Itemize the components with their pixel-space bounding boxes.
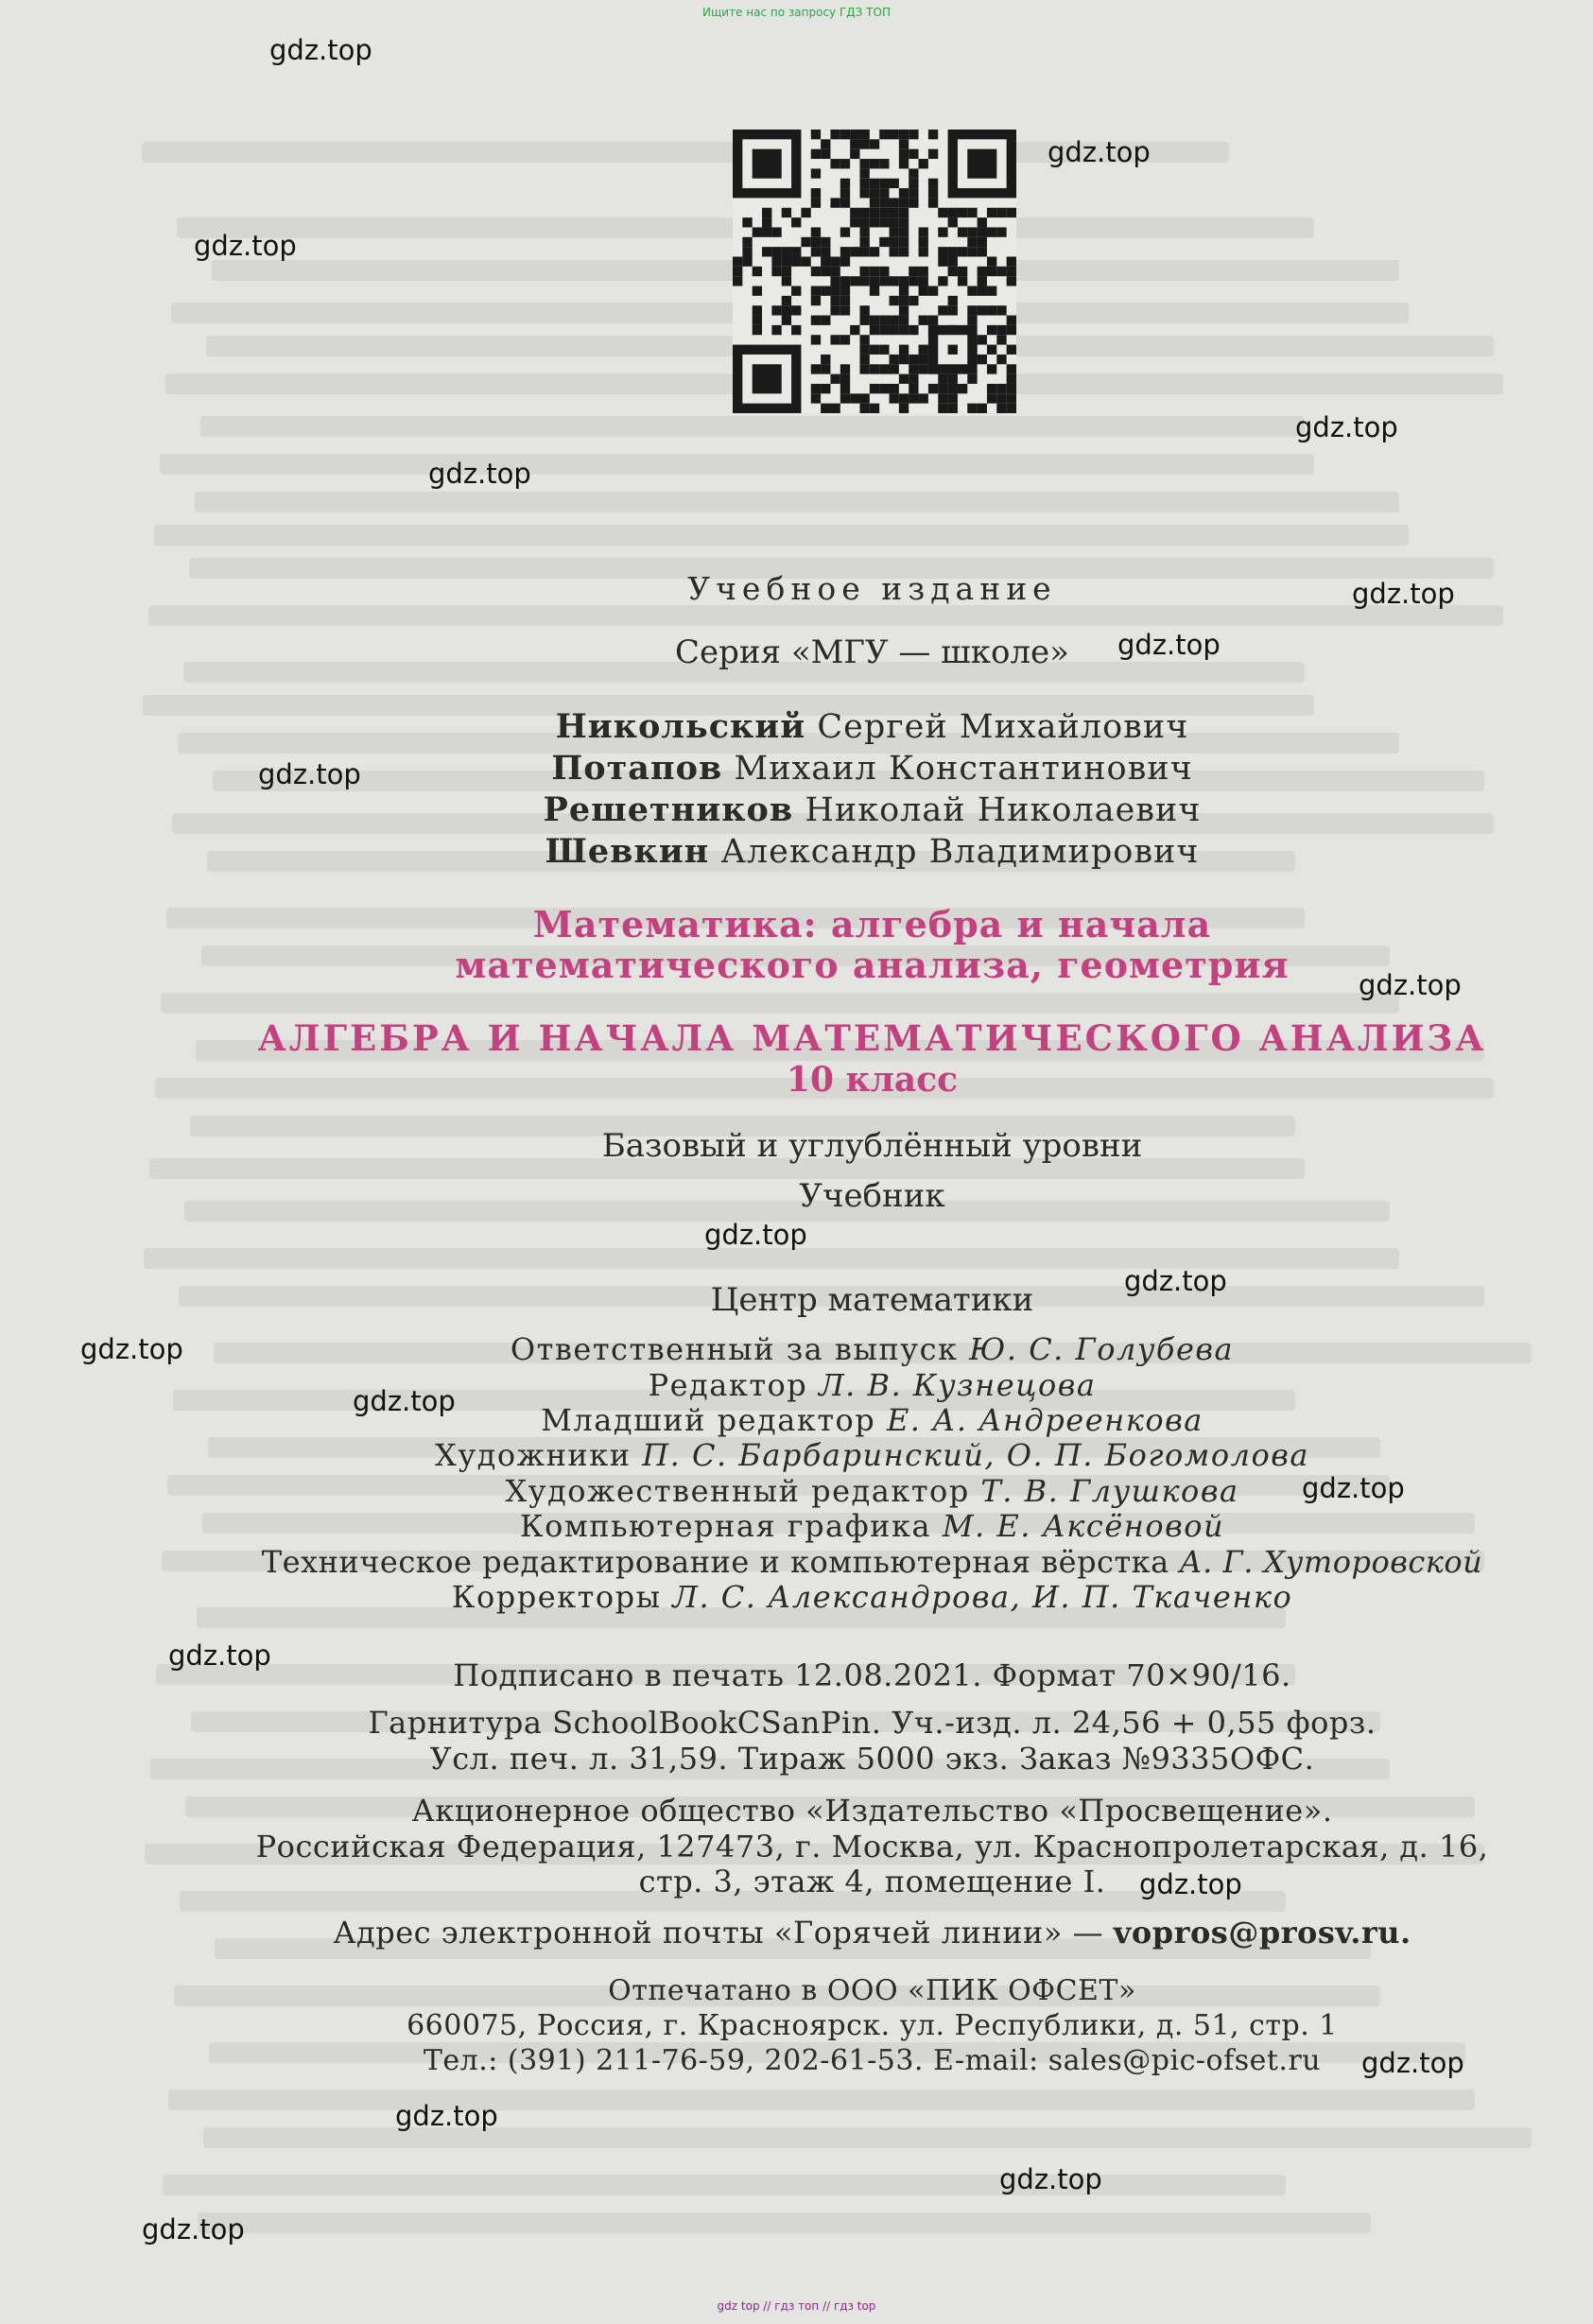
- credit-role: Техническое редактирование и компьютерная вёрстка: [261, 1544, 1169, 1580]
- author-surname: Никольский: [555, 707, 806, 746]
- watermark: gdz.top: [269, 34, 372, 66]
- printer-address: 660075, Россия, г. Красноярск. ул. Республики, д. 51, стр. 1: [407, 2009, 1338, 2042]
- imprint-hotline: [170, 1915, 1574, 1951]
- author-3: [170, 790, 1574, 829]
- watermark: gdz.top: [194, 230, 297, 262]
- credit-names: П. С. Барбаринский, О. П. Богомолова: [642, 1437, 1309, 1473]
- credit-names: Т. В. Глушкова: [980, 1473, 1239, 1509]
- author-given-name: Александр Владимирович: [720, 833, 1200, 871]
- watermark: gdz.top: [1359, 969, 1462, 1001]
- qr-code-icon: [733, 130, 1016, 413]
- watermark: gdz.top: [1139, 1868, 1242, 1900]
- printer-contacts: Тел.: (391) 211-76-59, 202-61-53. E-mail: sales@pic-ofset.ru: [423, 2044, 1322, 2077]
- author-2: [170, 749, 1574, 788]
- credit-role: Корректоры: [451, 1579, 662, 1615]
- credit-line: [170, 1437, 1574, 1473]
- bleed-through-line: [168, 2090, 1475, 2110]
- watermark: gdz.top: [395, 2100, 498, 2132]
- title-line-1: Математика: алгебра и начала: [532, 903, 1212, 945]
- hotline-email: vopros@prosv.ru.: [1113, 1915, 1411, 1951]
- bleed-through-line: [198, 2212, 1371, 2233]
- credit-names: А. Г. Хуторовской: [1179, 1544, 1483, 1580]
- credit-names: Ю. С. Голубева: [969, 1331, 1235, 1367]
- bleed-through-line: [160, 454, 1314, 475]
- series-name: Серия «МГУ — школе»: [675, 633, 1069, 671]
- imprint-publisher: Акционерное общество «Издательство «Просвещение».: [411, 1793, 1333, 1829]
- credit-line: [170, 1508, 1574, 1544]
- subject-title: АЛГЕБРА И НАЧАЛА МАТЕМАТИЧЕСКОГО АНАЛИЗА: [257, 1017, 1487, 1059]
- watermark: gdz.top: [142, 2213, 245, 2246]
- watermark: gdz.top: [1302, 1472, 1405, 1504]
- watermark: gdz.top: [1295, 411, 1398, 443]
- imprint-signed: Подписано в печать 12.08.2021. Формат 70×90/16.: [453, 1657, 1291, 1693]
- credit-names: М. Е. Аксёновой: [942, 1508, 1225, 1544]
- bleed-through-line: [163, 2175, 1286, 2195]
- watermark: gdz.top: [1124, 1265, 1227, 1297]
- credit-role: Художники: [435, 1437, 632, 1473]
- credit-line: [170, 1331, 1574, 1367]
- credit-role: Компьютерная графика: [519, 1508, 932, 1544]
- imprint-address-2: стр. 3, этаж 4, помещение I.: [638, 1864, 1106, 1899]
- bleed-through-line: [154, 525, 1409, 546]
- imprint-typeface: Гарнитура SchoolBookCSanPin. Уч.-изд. л. 24,56 + 0,55 форз.: [368, 1705, 1377, 1741]
- author-4: [170, 832, 1574, 871]
- imprint-address-1: Российская Федерация, 127473, г. Москва, ул. Краснопролетарская, д. 16,: [255, 1829, 1489, 1864]
- author-given-name: Николай Николаевич: [805, 791, 1202, 829]
- watermark: gdz.top: [353, 1385, 456, 1417]
- grade-label: 10 класс: [786, 1060, 959, 1100]
- watermark: gdz.top: [1361, 2047, 1464, 2079]
- credit-role: Младший редактор: [541, 1402, 876, 1438]
- watermark: gdz.top: [428, 458, 531, 490]
- author-1: [170, 707, 1574, 746]
- level-label: Базовый и углублённый уровни: [601, 1127, 1143, 1165]
- author-given-name: Михаил Константинович: [734, 750, 1193, 788]
- credit-role: Художественный редактор: [505, 1473, 970, 1509]
- credit-names: Л. В. Кузнецова: [818, 1367, 1097, 1403]
- credit-line: [170, 1544, 1574, 1580]
- bleed-through-line: [161, 993, 1399, 1014]
- watermark: gdz.top: [258, 758, 361, 790]
- author-surname: Потапов: [551, 749, 723, 788]
- credit-line: [170, 1579, 1574, 1615]
- credit-role: Редактор: [648, 1367, 808, 1403]
- book-type: Учебник: [799, 1177, 945, 1215]
- author-given-name: Сергей Михайлович: [817, 708, 1189, 746]
- center-name: Центр математики: [710, 1281, 1034, 1319]
- author-surname: Шевкин: [545, 832, 710, 871]
- printer-name: Отпечатано в ООО «ПИК ОФСЕТ»: [608, 1974, 1136, 2007]
- watermark: gdz.top: [1352, 578, 1455, 610]
- author-surname: Решетников: [543, 790, 794, 829]
- watermark: gdz.top: [80, 1333, 183, 1365]
- watermark: gdz.top: [1048, 136, 1151, 168]
- credit-role: Ответственный за выпуск: [510, 1331, 959, 1367]
- credit-names: Е. А. Андреенкова: [886, 1402, 1203, 1438]
- imprint-run: Усл. печ. л. 31,59. Тираж 5000 экз. Заказ №9335ОФС.: [429, 1741, 1315, 1777]
- watermark: gdz.top: [168, 1639, 271, 1672]
- watermark: gdz.top: [1117, 629, 1221, 661]
- credit-names: Л. С. Александрова, И. П. Ткаченко: [672, 1579, 1293, 1615]
- title-line-2: математического анализа, геометрия: [455, 944, 1290, 986]
- publication-type: Учебное издание: [687, 570, 1057, 607]
- bleed-through-line: [148, 605, 1503, 626]
- top-notice: Ищите нас по запросу ГДЗ ТОП: [702, 6, 891, 19]
- watermark: gdz.top: [999, 2163, 1102, 2195]
- bottom-notice: gdz top // гдз топ // гдз top: [717, 2299, 876, 2313]
- bleed-through-line: [195, 492, 1399, 512]
- bleed-through-line: [200, 416, 1305, 437]
- watermark: gdz.top: [704, 1219, 807, 1251]
- hotline-label: Адрес электронной почты «Горячей линии» —: [333, 1915, 1104, 1951]
